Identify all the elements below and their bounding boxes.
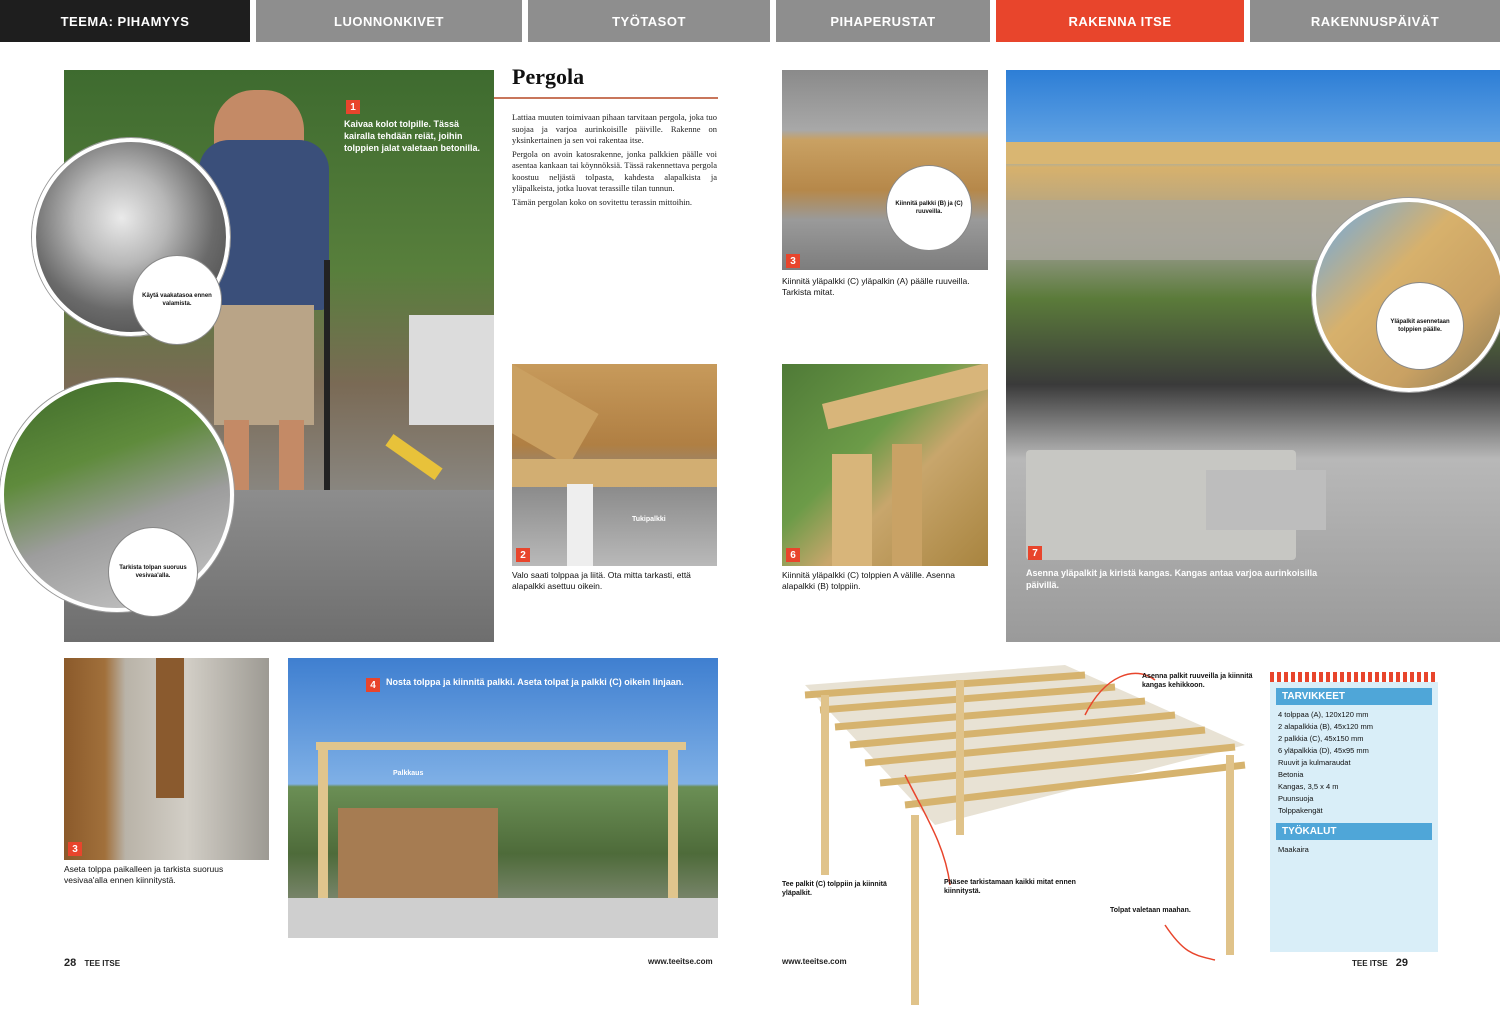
- post-gravel: [156, 658, 184, 798]
- tab-rakennuspaivat[interactable]: RAKENNUSPÄIVÄT: [1250, 0, 1500, 42]
- photo-step-4: [288, 658, 718, 938]
- post-6: [832, 454, 872, 566]
- intro-paragraph-2: Pergola on avoin katosrakenne, jonka palkkien päälle voi asentaa kankaan tai köynnöksiä. Tässä rakennettava pergola koostuu neljästä tolpasta, kahdesta alapalkista ja yläpalkeista, jotka luovat terassille tilan tunnun.: [512, 148, 717, 193]
- materials-list: [1278, 709, 1430, 817]
- magazine-name-left: TEE ITSE: [84, 959, 121, 968]
- photo-step-6: [782, 364, 988, 566]
- bubble-tip-4: Yläpalkit asennetaan tolppien päälle.: [1376, 282, 1464, 370]
- materials-item: 2 alapalkkia (B), 45x120 mm: [1278, 722, 1374, 731]
- pergola-diagram: [775, 655, 1265, 1010]
- materials-item: Tolppakengät: [1278, 806, 1323, 815]
- materials-item: 2 palkkia (C), 45x150 mm: [1278, 734, 1364, 743]
- step-1-text: Kaivaa kolot tolpille. Tässä kairalla tehdään reiät, joihin tolppien jalat valetaan betonilla.: [344, 119, 481, 153]
- step-3-caption: Aseta tolppa paikalleen ja tarkista suoruus vesivaa'alla ennen kiinnitystä.: [64, 864, 224, 885]
- step-2-caption: Valo saati tolppaa ja liitä. Ota mitta tarkasti, että alapalkki asettuu oikein.: [512, 570, 691, 591]
- title-divider: [494, 97, 718, 99]
- tools-list: [1278, 844, 1430, 856]
- bubble-tip-3: Kiinnitä palkki (B) ja (C) ruuveilla.: [886, 165, 972, 251]
- bubble-tip-1: Käytä vaakatasoa ennen valamista.: [132, 255, 222, 345]
- materials-box: [1270, 672, 1438, 952]
- diagram-note-2: Tee palkit (C) tolppiin ja kiinnitä yläpalkit.: [782, 881, 887, 897]
- materials-item: Betonia: [1278, 770, 1304, 779]
- fence: [338, 808, 498, 908]
- tools-item: Maakaira: [1278, 845, 1309, 854]
- yellow-tool: [385, 434, 442, 480]
- article-title: Pergola: [512, 64, 585, 89]
- footer-url-left[interactable]: www.teeitse.com: [648, 957, 713, 966]
- tools-heading: TYÖKALUT: [1276, 823, 1432, 840]
- article-intro: [512, 112, 717, 210]
- footer-right: [1352, 957, 1408, 969]
- post: [567, 484, 593, 566]
- label-tukipalkki: Tukipalkki: [632, 516, 666, 523]
- materials-item: 4 tolppaa (A), 120x120 mm: [1278, 710, 1369, 719]
- patio: [288, 898, 718, 938]
- materials-item: 6 yläpalkkia (D), 45x95 mm: [1278, 746, 1369, 755]
- materials-item: Kangas, 3,5 x 4 m: [1278, 782, 1339, 791]
- pergola-top-beam: [1006, 142, 1500, 164]
- label-palkkaus: Palkkaus: [393, 770, 424, 777]
- materials-item: Ruuvit ja kulmaraudat: [1278, 758, 1351, 767]
- step-5-caption: Kiinnitä yläpalkki (C) yläpalkin (A) päälle ruuveilla. Tarkista mitat.: [782, 276, 970, 297]
- step-number-4: 4: [366, 678, 380, 692]
- crossbeam-6: [822, 364, 988, 429]
- bubble-tip-2: Tarkista tolpan suoruus vesivaa'alla.: [108, 527, 198, 617]
- section-nav: [0, 0, 1500, 42]
- top-beam: [316, 742, 686, 750]
- step-4-text: Nosta tolppa ja kiinnitä palkki. Aseta tolpat ja palkki (C) oikein linjaan.: [386, 677, 684, 687]
- tab-tyotasot[interactable]: TYÖTASOT: [528, 0, 776, 42]
- footer-url-right[interactable]: www.teeitse.com: [782, 957, 847, 966]
- page-number-right: 29: [1395, 957, 1409, 969]
- intro-paragraph-1: Lattiaa muuten toimivaan pihaan tarvitaan pergola, joka tuo suojaa ja varjoa aurinkoisille päiville. Rakenne on yksinkertainen ja sen voi rakentaa itse.: [512, 112, 717, 145]
- post-6b: [892, 444, 922, 566]
- step-number-3: 3: [68, 842, 82, 856]
- diagram-note-1: Asenna palkit ruuveilla ja kiinnitä kangas kehikkoon.: [1142, 673, 1253, 689]
- step-number-7: 7: [1028, 546, 1042, 560]
- photo-step-2: [512, 364, 717, 566]
- person-shorts: [214, 305, 314, 425]
- materials-heading: TARVIKKEET: [1276, 688, 1432, 705]
- materials-item: Puunsuoja: [1278, 794, 1314, 803]
- step-number-6: 6: [786, 548, 800, 562]
- step-7-text: Asenna yläpalkit ja kiristä kangas. Kangas antaa varjoa aurinkoisilla päivillä.: [1026, 568, 1318, 590]
- step-6-caption: Kiinnitä yläpalkki (C) tolppien A välille. Asenna alapalkki (B) tolppiin.: [782, 570, 955, 591]
- page-number-left: 28: [64, 957, 77, 969]
- infobox-zigzag: [1270, 672, 1438, 682]
- diagram-note-3: Pääsee tarkistamaan kaikki mitat ennen kiinnitystä.: [944, 879, 1076, 895]
- diagram-arrow-3: [1165, 925, 1215, 960]
- tab-luonnonkivet[interactable]: LUONNONKIVET: [256, 0, 528, 42]
- magazine-name-right: TEE ITSE: [1352, 959, 1388, 968]
- beam: [512, 364, 599, 466]
- step-number-5: 3: [786, 254, 800, 268]
- crossbeam: [512, 459, 717, 487]
- tab-rakenna-itse[interactable]: RAKENNA ITSE: [996, 0, 1250, 42]
- tab-theme[interactable]: TEEMA: PIHAMYYS: [0, 0, 256, 42]
- footer-left: [64, 957, 120, 969]
- diagram-note-4: Tolpat valetaan maahan.: [1110, 907, 1191, 914]
- outdoor-table: [1206, 470, 1326, 530]
- step-number-2: 2: [516, 548, 530, 562]
- wheelbarrow: [409, 315, 494, 425]
- intro-paragraph-3: Tämän pergolan koko on sovitettu terassin mittoihin.: [512, 196, 692, 207]
- auger: [324, 260, 330, 520]
- photo-step-3: [64, 658, 269, 860]
- tab-pihaperustat[interactable]: PIHAPERUSTAT: [776, 0, 996, 42]
- step-number-1: 1: [346, 100, 360, 114]
